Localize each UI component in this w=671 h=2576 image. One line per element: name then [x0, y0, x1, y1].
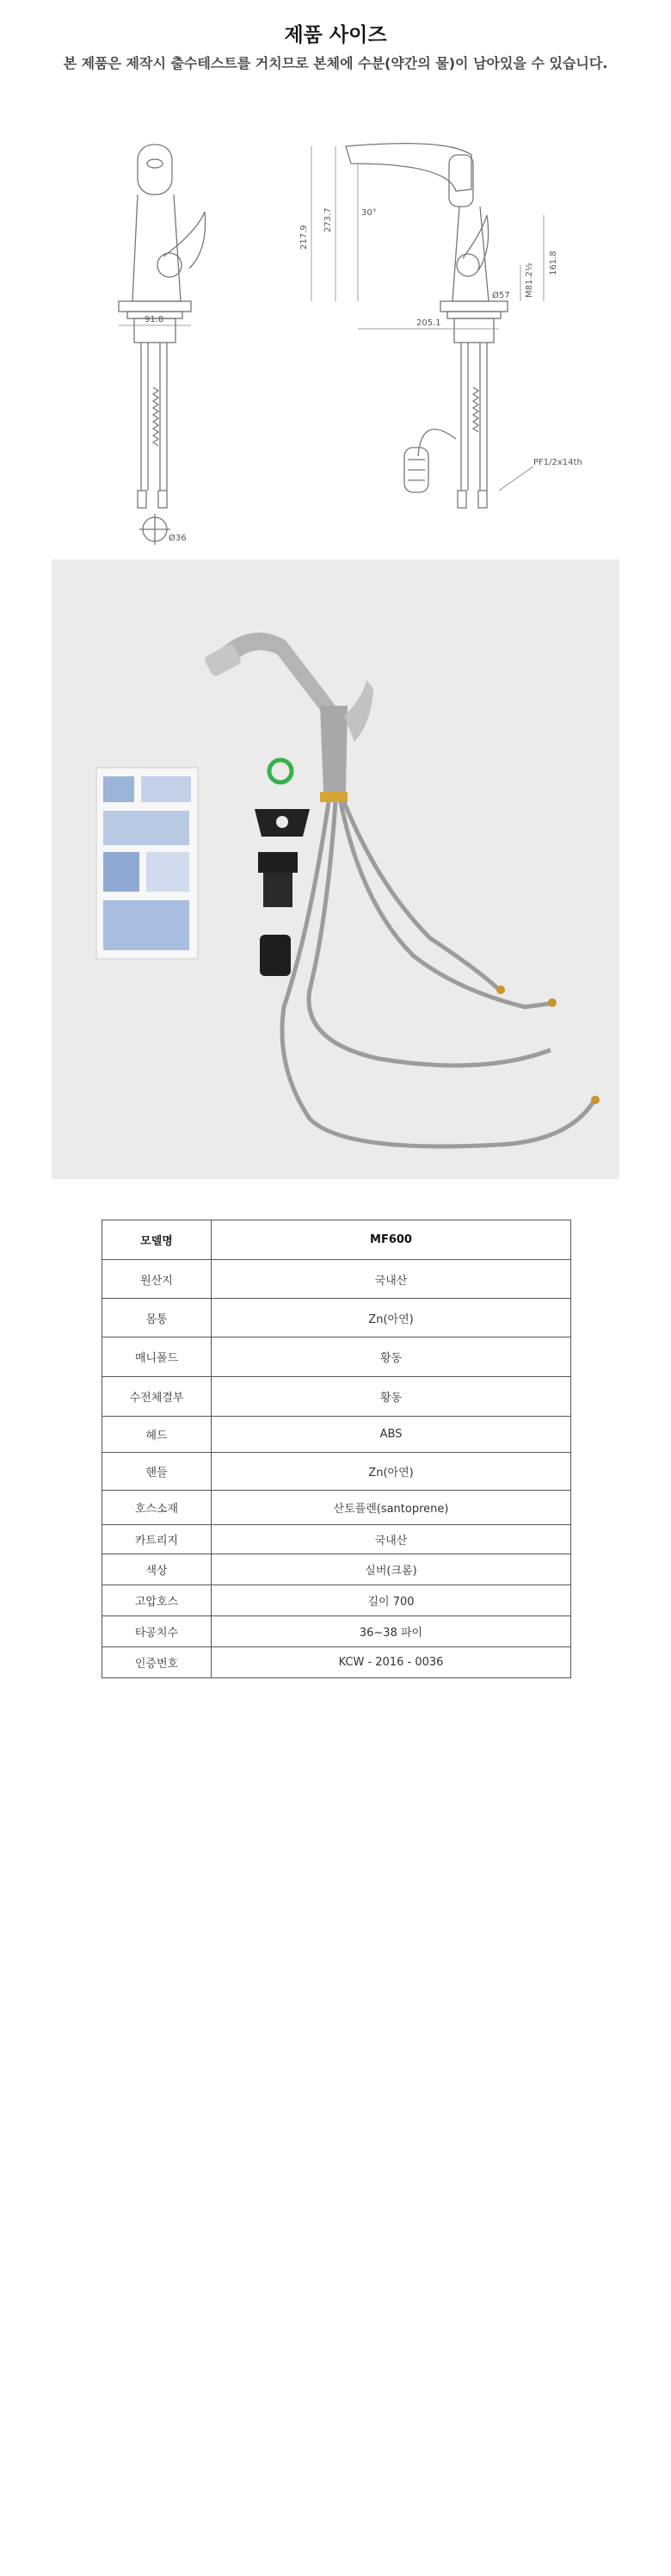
spec-label: 고압호스 [102, 1585, 212, 1616]
spec-label: 원산지 [102, 1260, 212, 1299]
dimension-drawing [52, 129, 619, 551]
spec-value: KCW - 2016 - 0036 [212, 1647, 571, 1678]
spec-table [102, 1220, 571, 1678]
table-row [102, 1260, 571, 1299]
spec-value: 실버(크롬) [212, 1554, 571, 1585]
dim-side-width: 91.8 [145, 315, 164, 324]
dim-height-total: 273.7 [323, 207, 333, 232]
spec-value: 국내산 [212, 1260, 571, 1299]
dim-hole: Ø36 [169, 534, 187, 543]
spec-label: 카트리지 [102, 1525, 212, 1554]
table-row [102, 1525, 571, 1554]
spec-value: 길이 700 [212, 1585, 571, 1616]
spec-label: 수전체결부 [102, 1377, 212, 1417]
table-row [102, 1647, 571, 1678]
spec-value: Zn(아연) [212, 1453, 571, 1491]
spec-label: 타공치수 [102, 1616, 212, 1647]
dim-spout-reach: 205.1 [416, 318, 441, 328]
spec-label: 호스소재 [102, 1491, 212, 1525]
table-row [102, 1585, 571, 1616]
spec-value: 국내산 [212, 1525, 571, 1554]
spec-value: MF600 [212, 1220, 571, 1260]
notice-text: 본 제품은 제작시 출수테스트를 거치므로 본체에 수분(약간의 물)이 남아있을 수 있습니다. [63, 55, 608, 71]
spec-label: 헤드 [102, 1417, 212, 1453]
table-row [102, 1337, 571, 1377]
table-row [102, 1554, 571, 1585]
product-photo [52, 559, 619, 1179]
table-row [102, 1491, 571, 1525]
page-title: 제품 사이즈 [284, 24, 387, 46]
spec-value: 36~38 파이 [212, 1616, 571, 1647]
table-row [102, 1417, 571, 1453]
spec-value: ABS [212, 1417, 571, 1453]
dim-base-dia: Ø57 [492, 291, 510, 300]
dim-angle: 30° [361, 208, 377, 218]
dim-handle-height: 161.8 [549, 250, 558, 275]
nut-image [258, 852, 298, 907]
spec-label: 모델명 [102, 1220, 212, 1260]
spec-label: 인증번호 [102, 1647, 212, 1678]
spec-label: 핸들 [102, 1453, 212, 1491]
dim-handle-extra: M81.2½ [525, 263, 534, 298]
spec-label: 몸통 [102, 1299, 212, 1337]
manual-booklet-image [96, 768, 198, 959]
spec-label: 색상 [102, 1554, 212, 1585]
dim-connector: PF1/2x14th [533, 458, 582, 467]
table-row [102, 1220, 571, 1260]
spec-value: 황동 [212, 1337, 571, 1377]
spec-label: 매니폴드 [102, 1337, 212, 1377]
table-row [102, 1616, 571, 1647]
side-view-faucet [119, 145, 206, 545]
dim-height-spout: 217.9 [299, 225, 309, 250]
table-row [102, 1453, 571, 1491]
connector-image [260, 935, 291, 976]
spec-value: Zn(아연) [212, 1299, 571, 1337]
table-row [102, 1299, 571, 1337]
spec-value: 황동 [212, 1377, 571, 1417]
spec-value: 산토플렌(santoprene) [212, 1491, 571, 1525]
table-row [102, 1377, 571, 1417]
